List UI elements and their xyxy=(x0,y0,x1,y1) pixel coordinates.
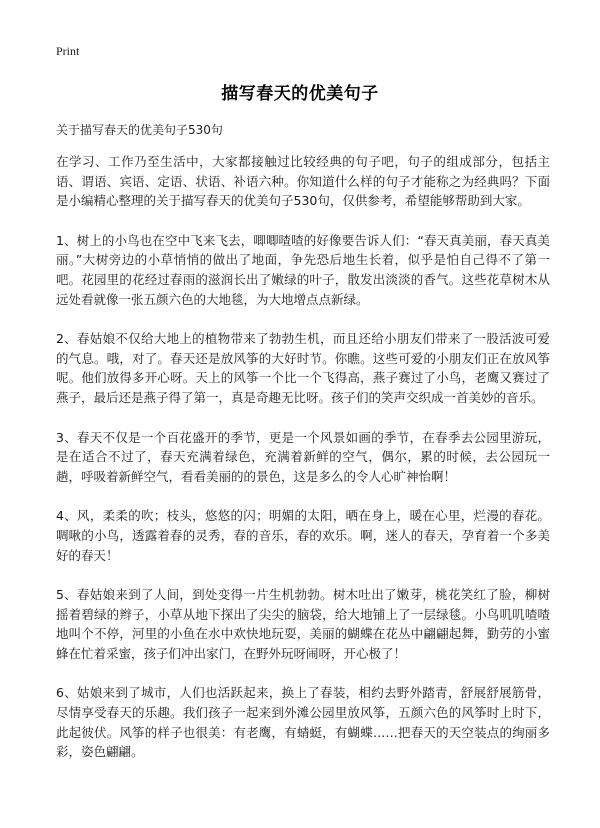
sentence-paragraph-6: 6、姑娘来到了城市，人们也活跃起来，换上了春装，相约去野外踏青，舒展舒展筋骨，尽情享受春天的乐趣。我们孩子一起来到外滩公园里放风筝，五颜六色的风筝时上时下，此起彼伏。风筝的样子也很美：有老鹰，有蜻蜓，有蝴蝶……把春天的天空装点的绚丽多彩，姿色翩翩。 xyxy=(56,685,550,760)
sentence-paragraph-4: 4、风，柔柔的吹；枝头，悠悠的闪；明媚的太阳，晒在身上，暖在心里，烂漫的春花。啁啾的小鸟，透露着春的灵秀，春的音乐，春的欢乐。啊，迷人的春天，孕育着一个多美好的春天！ xyxy=(56,508,550,563)
sentence-paragraph-5: 5、春姑娘来到了人间，到处变得一片生机勃勃。树木吐出了嫩芽，桃花笑红了脸，柳树摇着碧绿的辫子，小草从地下探出了尖尖的脑袋，给大地铺上了一层绿毯。小鸟叽叽喳喳地叫个不停，河里的小鱼在水中欢快地玩耍，美丽的蝴蝶在花丛中翩翩起舞，勤劳的小蜜蜂在忙着采蜜，孩子们冲出家门，在野外玩呀闹呀，开心极了！ xyxy=(56,587,550,661)
article-subtitle: 关于描写春天的优美句子530句 xyxy=(56,123,223,137)
sentence-paragraph-2: 2、春姑娘不仅给大地上的植物带来了勃勃生机，而且还给小朋友们带来了一股活波可爱的气息。哦，对了。春天还是放风筝的大好时节。你瞧。这些可爱的小朋友们正在放风筝呢。他们放得多开心呀。天上的风筝一个比一个飞得高，燕子赛过了小鸟，老鹰又赛过了燕子，最后还是燕子得了第一，真是奇趣无比呀。孩子们的笑声交织成一首美妙的音乐。 xyxy=(56,331,550,405)
article-body xyxy=(56,152,550,782)
sentence-paragraph-1: 1、树上的小鸟也在空中飞来飞去，唧唧喳喳的好像要告诉人们：“春天真美丽，春天真美丽。”大树旁边的小草悄悄的做出了地面，争先恐后地生长着，似乎是怕自己得不了第一吧。花园里的花经过春雨的滋润长出了嫩绿的叶子，散发出淡淡的香气。这些花草树木从远处看就像一张五颜六色的大地毯，为大地增点点新绿。 xyxy=(56,232,550,307)
print-link[interactable]: Print xyxy=(56,44,80,58)
page-title: 描写春天的优美句子 xyxy=(221,84,379,104)
intro-paragraph: 在学习、工作乃至生活中，大家都接触过比较经典的句子吧，句子的组成部分，包括主语、谓语、宾语、定语、状语、补语六种。你知道什么样的句子才能称之为经典吗？下面是小编精心整理的关于描写春天的优美句子530句，仅供参考，希望能够帮助到大家。 xyxy=(56,154,550,209)
sentence-paragraph-3: 3、春天不仅是一个百花盛开的季节，更是一个风景如画的季节，在春季去公园里游玩，是在适合不过了，春天充满着绿色，充满着新鲜的空气，偶尔，累的时候，去公园玩一趟，呼吸着新鲜空气，看看美丽的的景色，这是多么的令人心旷神怡啊！ xyxy=(56,429,550,484)
